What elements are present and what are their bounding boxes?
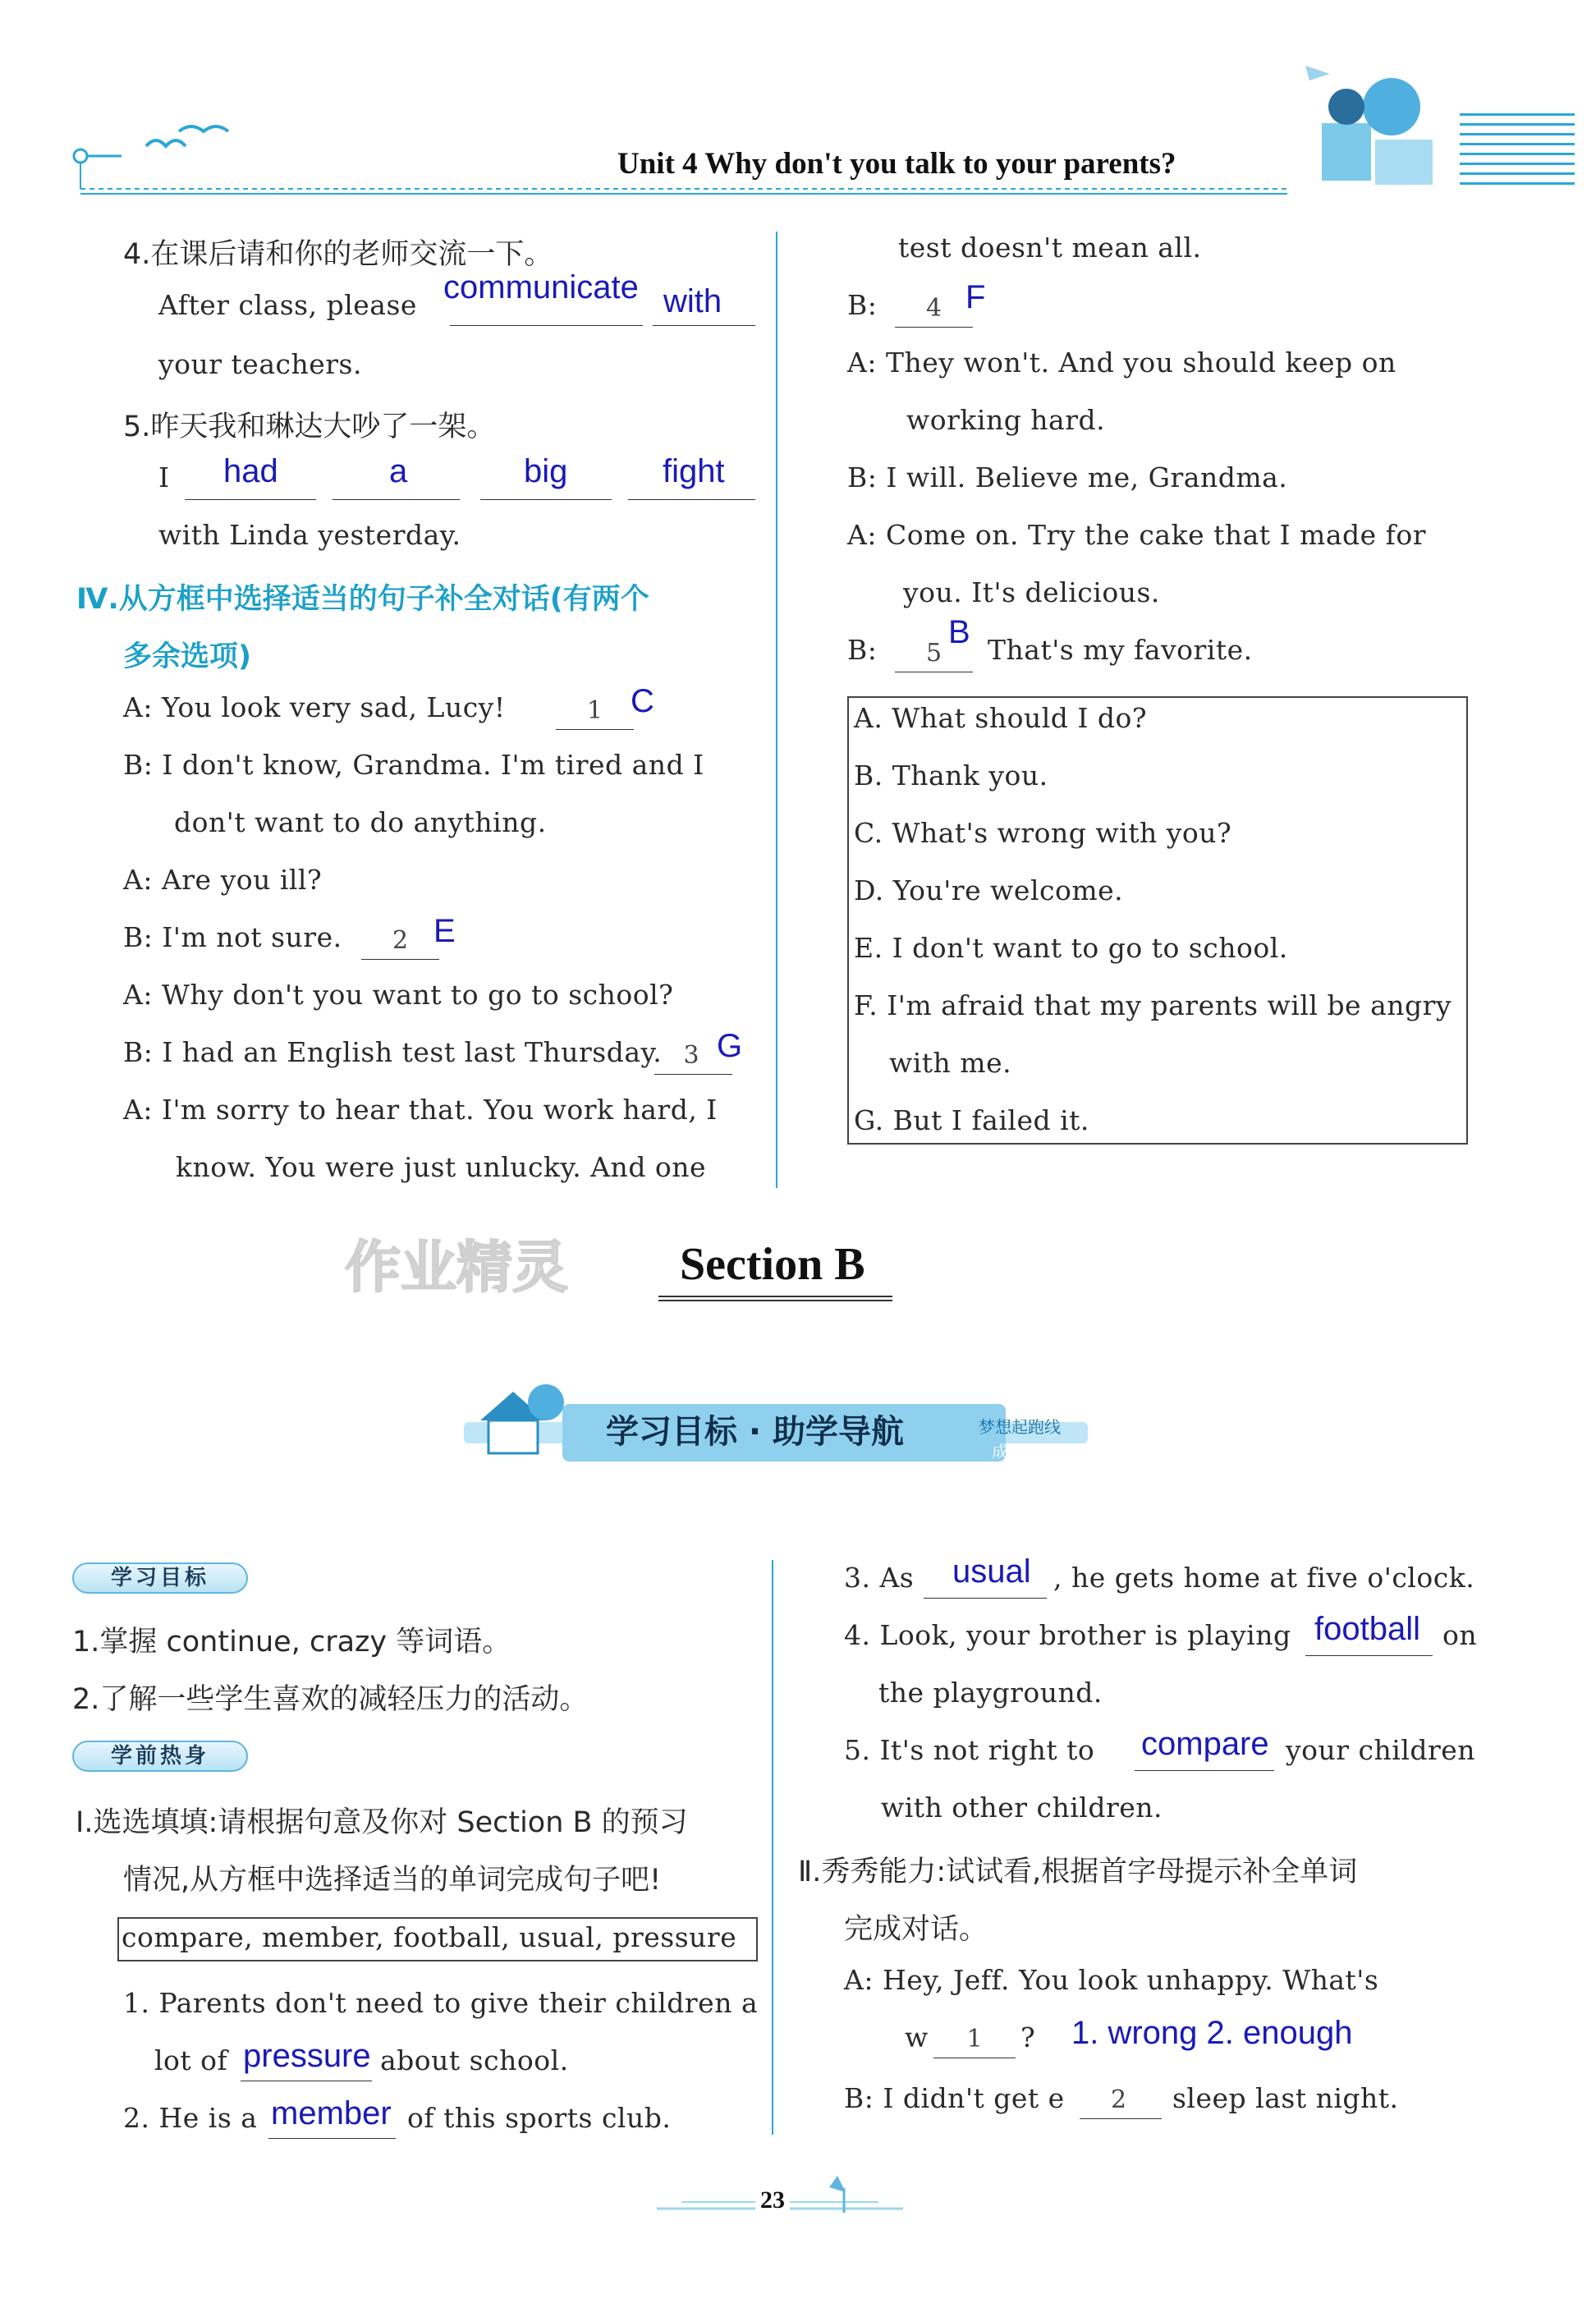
q5-answer2: a bbox=[389, 453, 408, 489]
ex1-q2-post: of this sports club. bbox=[407, 2102, 672, 2134]
dialog-line: A: Come on. Try the cake that I made for bbox=[847, 519, 1427, 551]
column-divider-bottom bbox=[772, 1560, 773, 2135]
ex1-q4-line2: the playground. bbox=[878, 1677, 1103, 1709]
word-box-text: compare, member, football, usual, pressure bbox=[122, 1921, 737, 1953]
option-a: A. What should I do? bbox=[854, 702, 1148, 734]
q5-blank3[interactable] bbox=[480, 499, 612, 500]
ex2-title-line2: 完成对话。 bbox=[844, 1913, 988, 1946]
q5-chinese: 5.昨天我和琳达大吵了一架。 bbox=[123, 411, 496, 443]
ex2-line2-post: ? bbox=[1020, 2021, 1036, 2053]
banner-small1: 梦想起跑线 bbox=[979, 1417, 1061, 1437]
q4-blank1[interactable] bbox=[450, 325, 643, 326]
ex1-q5-answer: compare bbox=[1141, 1726, 1269, 1762]
ex1-q5-pre: 5. It's not right to bbox=[844, 1734, 1095, 1766]
goal-2: 2.了解一些学生喜欢的减轻压力的活动。 bbox=[72, 1683, 589, 1716]
blank-2-number: 2 bbox=[392, 926, 409, 955]
ex1-title-line2: 情况,从方框中选择适当的单词完成句子吧! bbox=[123, 1864, 662, 1897]
ex1-title-line1: Ⅰ.选选填填:请根据句意及你对 Section B 的预习 bbox=[76, 1806, 688, 1839]
section-title-underline bbox=[658, 1296, 892, 1301]
ex1-q5-line2: with other children. bbox=[881, 1792, 1163, 1824]
ex1-q4-pre: 4. Look, your brother is playing bbox=[844, 1619, 1291, 1651]
q5-answer3: big bbox=[524, 453, 568, 489]
dialog-line: That's my favorite. bbox=[988, 634, 1253, 666]
option-g: G. But I failed it. bbox=[854, 1104, 1089, 1136]
blank-1[interactable] bbox=[556, 729, 634, 730]
ex1-q2-pre: 2. He is a bbox=[123, 2102, 258, 2134]
q4-answer1: communicate bbox=[443, 269, 639, 305]
blank-2[interactable] bbox=[361, 959, 439, 960]
ex2-line3-post: sleep last night. bbox=[1172, 2082, 1399, 2114]
answer-3: G bbox=[717, 1028, 743, 1064]
q5-line2: with Linda yesterday. bbox=[158, 519, 461, 551]
q4-chinese: 4.在课后请和你的老师交流一下。 bbox=[123, 238, 553, 271]
ex2-title-line1: Ⅱ.秀秀能力:试试看,根据首字母提示补全单词 bbox=[798, 1856, 1358, 1888]
dialog-line: A: You look very sad, Lucy! bbox=[123, 691, 506, 723]
part4-title-line2: 多余选项) bbox=[123, 640, 251, 673]
option-f-cont: with me. bbox=[889, 1047, 1012, 1079]
option-f: F. I'm afraid that my parents will be angry bbox=[854, 989, 1452, 1021]
dialog-line: B: I'm not sure. bbox=[123, 921, 342, 953]
q4-answer2: with bbox=[663, 283, 722, 319]
blank-1-number: 1 bbox=[586, 696, 603, 725]
dialog-line: test doesn't mean all. bbox=[898, 232, 1202, 264]
ex1-q4-blank[interactable] bbox=[1305, 1655, 1433, 1656]
tag-warm-up: 学前热身 bbox=[72, 1741, 248, 1772]
option-b: B. Thank you. bbox=[854, 759, 1048, 791]
goal-1: 1.掌握 continue, crazy 等词语。 bbox=[72, 1626, 511, 1659]
dialog-line: A: I'm sorry to hear that. You work hard, I bbox=[123, 1094, 718, 1126]
dialog-line: you. It's delicious. bbox=[903, 576, 1160, 608]
blank-3[interactable] bbox=[654, 1074, 732, 1075]
option-e: E. I don't want to go to school. bbox=[854, 932, 1288, 964]
part4-title-line1: Ⅳ.从方框中选择适当的句子补全对话(有两个 bbox=[76, 583, 649, 616]
dialog-line: don't want to do anything. bbox=[174, 806, 547, 838]
answer-4: F bbox=[965, 279, 986, 315]
banner-small2: 成功前行 bbox=[992, 1442, 1057, 1461]
answer-5: B bbox=[948, 614, 970, 650]
blank-4[interactable] bbox=[895, 327, 973, 328]
ex2-answers: 1. wrong 2. enough bbox=[1071, 2015, 1353, 2051]
ex1-q5-post: your children bbox=[1286, 1734, 1476, 1766]
dialog-line: working hard. bbox=[906, 404, 1106, 436]
tag-learning-goals: 学习目标 bbox=[72, 1562, 248, 1594]
dialog-line: A: Are you ill? bbox=[123, 864, 323, 896]
ex1-q2-blank[interactable] bbox=[268, 2138, 396, 2139]
ex1-q3-post: , he gets home at five o'clock. bbox=[1053, 1562, 1475, 1594]
q5-blank4[interactable] bbox=[628, 499, 755, 500]
blank-4-number: 4 bbox=[925, 294, 942, 323]
dialog-line-b4: B: bbox=[847, 289, 878, 321]
dialog-line: B: I don't know, Grandma. I'm tired and I bbox=[123, 749, 704, 781]
dialog-line: B: I had an English test last Thursday. bbox=[123, 1036, 663, 1068]
dialog-line: A: They won't. And you should keep on bbox=[847, 346, 1396, 379]
ex1-q4-answer: football bbox=[1314, 1611, 1420, 1647]
ex1-q1-line2-post: about school. bbox=[380, 2044, 569, 2076]
ex2-line3-pre: B: I didn't get e bbox=[844, 2082, 1065, 2114]
option-d: D. You're welcome. bbox=[854, 874, 1124, 906]
dialog-line: A: Why don't you want to go to school? bbox=[123, 979, 674, 1011]
dialog-line: know. You were just unlucky. And one bbox=[176, 1151, 707, 1183]
ex2-blank2[interactable] bbox=[1080, 2118, 1162, 2119]
ex1-q4-post: on bbox=[1442, 1619, 1478, 1651]
blank-5-number: 5 bbox=[925, 639, 942, 668]
ex1-q5-blank[interactable] bbox=[1135, 1770, 1274, 1771]
section-b-title: Section B bbox=[680, 1239, 865, 1290]
ex1-q3-answer: usual bbox=[952, 1553, 1031, 1590]
q5-prefix: I bbox=[158, 461, 170, 493]
option-c: C. What's wrong with you? bbox=[854, 817, 1232, 849]
ex2-blank1-number: 1 bbox=[966, 2025, 983, 2053]
banner-title: 学习目标 · 助学导航 bbox=[606, 1413, 905, 1451]
ex1-q1-answer: pressure bbox=[243, 2038, 371, 2074]
column-divider-top bbox=[776, 232, 777, 1188]
ex1-q1-line1: 1. Parents don't need to give their children a bbox=[123, 1987, 759, 2019]
answer-1: C bbox=[631, 683, 654, 719]
answer-2: E bbox=[433, 913, 456, 949]
q5-blank2[interactable] bbox=[332, 499, 460, 500]
unit-title: Unit 4 Why don't you talk to your parents? bbox=[617, 147, 1176, 181]
ex1-q3-pre: 3. As bbox=[844, 1562, 915, 1594]
header-stripes bbox=[1460, 113, 1575, 189]
dialog-line: B: I will. Believe me, Grandma. bbox=[847, 461, 1288, 493]
ex1-q3-blank[interactable] bbox=[924, 1598, 1047, 1599]
page-number: 23 bbox=[755, 2186, 790, 2214]
ex1-q1-line2-pre: lot of bbox=[154, 2044, 228, 2076]
q4-line1: After class, please bbox=[158, 289, 417, 321]
ex2-line2-pre: w bbox=[905, 2021, 929, 2053]
watermark: 作业精灵 bbox=[345, 1236, 569, 1301]
q4-line2: your teachers. bbox=[158, 348, 362, 380]
q5-answer4: fight bbox=[663, 453, 725, 489]
q5-blank1[interactable] bbox=[185, 499, 316, 500]
blank-3-number: 3 bbox=[683, 1041, 699, 1070]
q5-answer1: had bbox=[223, 453, 278, 489]
dialog-line-b5: B: bbox=[847, 634, 878, 666]
ex2-line1: A: Hey, Jeff. You look unhappy. What's bbox=[844, 1964, 1379, 1996]
ex1-q2-answer: member bbox=[271, 2095, 392, 2131]
ex2-blank2-number: 2 bbox=[1110, 2085, 1127, 2114]
q4-blank2[interactable] bbox=[653, 325, 755, 326]
header-illustration-icon bbox=[1289, 49, 1453, 189]
